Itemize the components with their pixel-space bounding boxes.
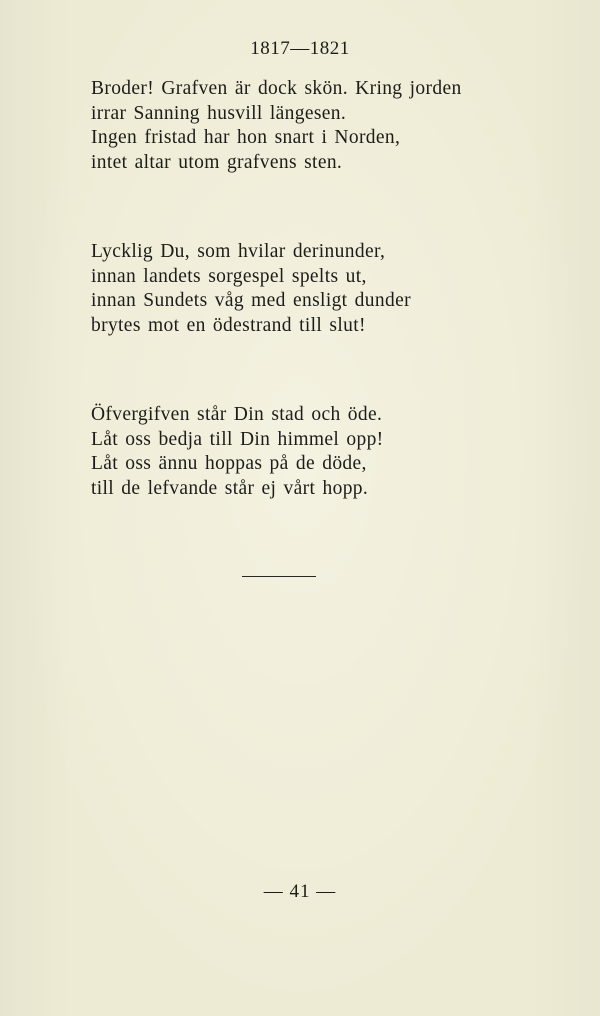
page-number: — 41 — bbox=[263, 881, 337, 902]
poem-line: Ingen fristad har hon snart i Norden, bbox=[91, 127, 401, 148]
running-head: 1817—1821 bbox=[250, 38, 350, 59]
poem-line: Öfvergifven står Din stad och öde. bbox=[91, 404, 383, 425]
end-rule bbox=[242, 576, 316, 577]
poem bbox=[91, 77, 551, 566]
poem-line: innan Sundets våg med ensligt dunder bbox=[91, 290, 411, 311]
poem-line: Lycklig Du, som hvilar derinunder, bbox=[91, 241, 386, 262]
poem-line: brytes mot en ödestrand till slut! bbox=[91, 314, 366, 336]
poem-line: Låt oss bedja till Din himmel opp! bbox=[91, 428, 384, 450]
poem-line: Broder! Grafven är dock skön. Kring jorden bbox=[91, 78, 462, 99]
poem-line: innan landets sorgespel spelts ut, bbox=[91, 265, 367, 287]
stanza-1 bbox=[91, 77, 551, 175]
poem-line: intet altar utom grafvens sten. bbox=[91, 151, 343, 173]
poem-line: Låt oss ännu hoppas på de döde, bbox=[91, 453, 367, 474]
poem-line: irrar Sanning husvill längesen. bbox=[91, 102, 347, 124]
poem-line: till de lefvande står ej vårt hopp. bbox=[91, 477, 369, 499]
stanza-3 bbox=[91, 403, 551, 501]
stanza-2 bbox=[91, 240, 551, 338]
